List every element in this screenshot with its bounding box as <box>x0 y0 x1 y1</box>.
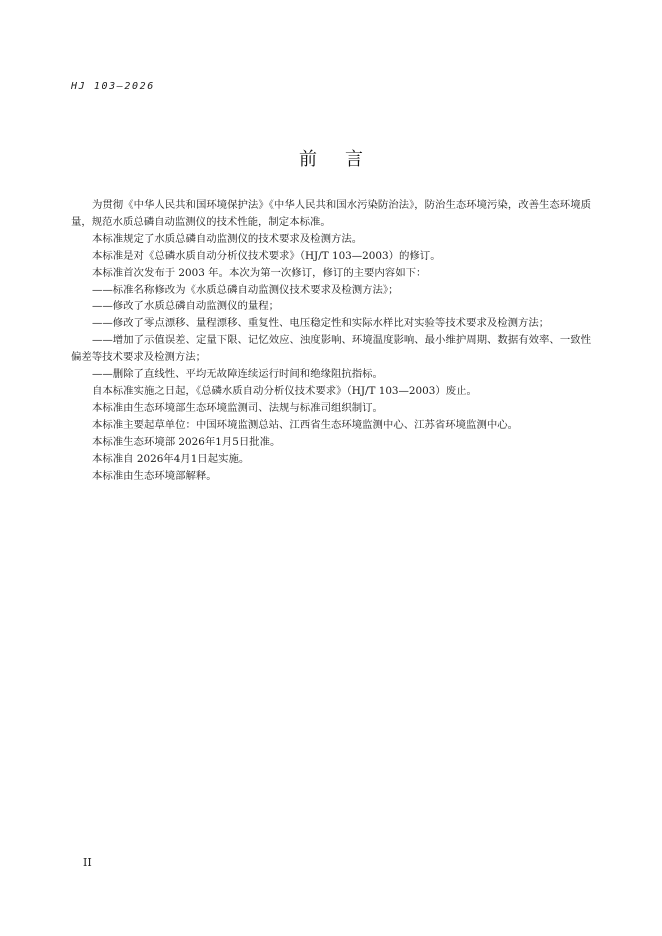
standard-code-header: HJ 103—2026 <box>71 81 155 92</box>
foreword-body <box>71 197 591 484</box>
change-item: ——修改了零点漂移、量程漂移、重复性、电压稳定性和实际水样比对实验等技术要求及检测方法； <box>92 317 550 330</box>
paragraph-scope: 本标准规定了水质总磷自动监测仪的技术要求及检测方法。 <box>92 232 363 245</box>
paragraph-revision-of: 本标准是对《总磷水质自动分析仪技术要求》（HJ/T 103—2003）的修订。 <box>92 249 441 262</box>
paragraph-effective-date: 本标准自 2026年4月1日起实施。 <box>92 452 250 465</box>
paragraph-history: 本标准首次发布于 2003 年。本次为第一次修订，修订的主要内容如下： <box>92 266 427 279</box>
paragraph-interpretation: 本标准由生态环境部解释。 <box>92 469 217 482</box>
change-item: ——修改了水质总磷自动监测仪的量程； <box>92 300 280 313</box>
paragraph-drafters: 本标准主要起草单位：中国环境监测总站、江西省生态环境监测中心、江苏省环境监测中心。 <box>92 418 519 431</box>
page-number: II <box>83 856 92 869</box>
change-item: ——删除了直线性、平均无故障连续运行时间和绝缘阻抗指标。 <box>92 368 383 381</box>
change-item: ——增加了示值误差、定量下限、记忆效应、浊度影响、环境温度影响、最小维护周期、数据有效率、一致性偏差等技术要求及检测方法； <box>71 334 591 364</box>
paragraph-purpose: 为贯彻《中华人民共和国环境保护法》《中华人民共和国水污染防治法》，防治生态环境污染，改善生态环境质量，规范水质总磷自动监测仪的技术性能，制定本标准。 <box>71 199 591 228</box>
page-title: 前言 <box>299 149 391 170</box>
change-item: ——标准名称修改为《水质总磷自动监测仪技术要求及检测方法》； <box>92 283 399 296</box>
paragraph-organizer: 本标准由生态环境部生态环境监测司、法规与标准司组织制订。 <box>92 401 383 414</box>
paragraph-approval: 本标准生态环境部 2026年1月5日批准。 <box>92 435 281 448</box>
paragraph-abolish: 自本标准实施之日起，《总磷水质自动分析仪技术要求》（HJ/T 103—2003）废止。 <box>92 384 477 397</box>
